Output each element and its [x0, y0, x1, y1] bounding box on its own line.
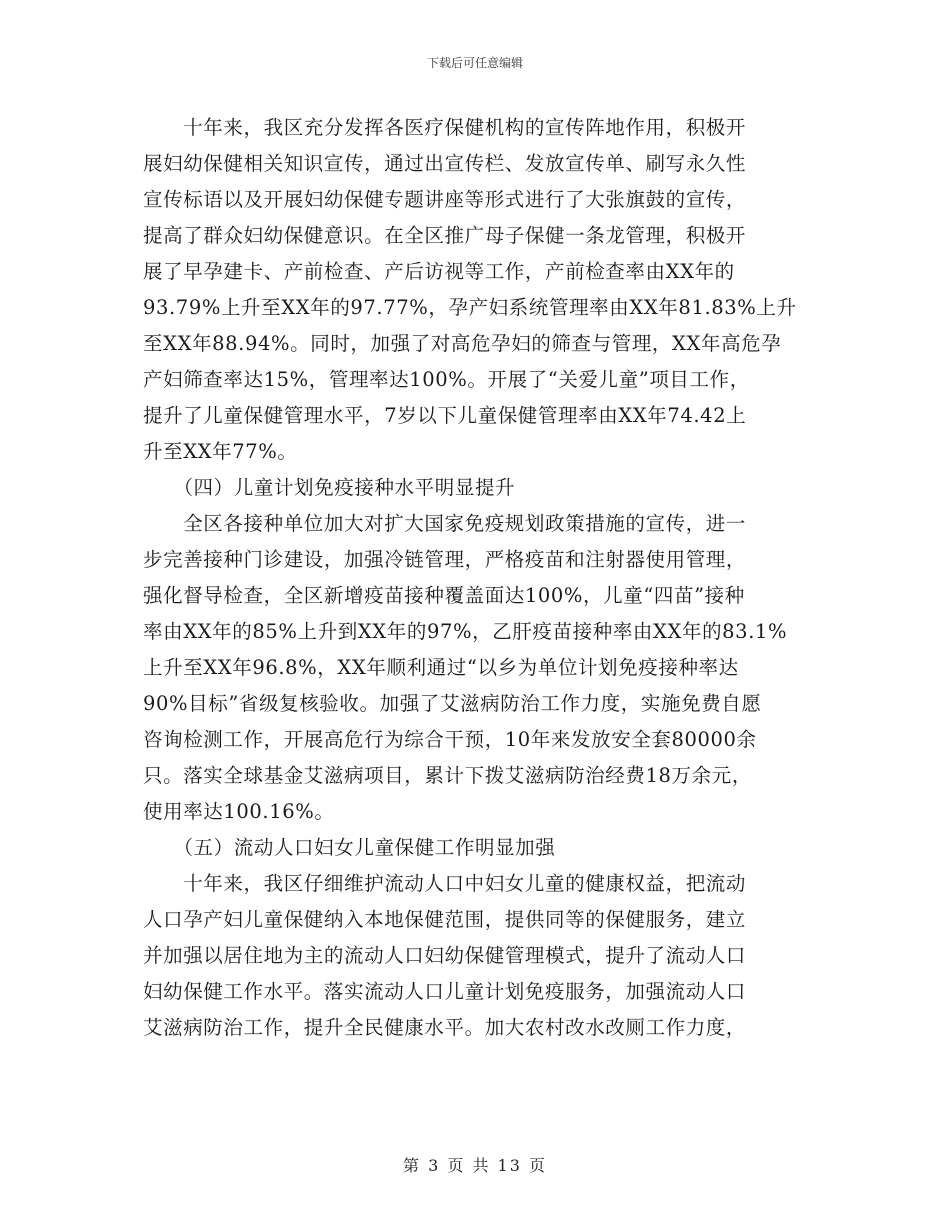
text-line: 艾滋病防治工作，提升全民健康水平。加大农村改水改厕工作力度， [143, 1016, 747, 1039]
text-line: 93.79%上升至XX年的97.77%，孕产妇系统管理率由XX年81.83%上升 [143, 296, 797, 319]
text-line: 提高了群众妇幼保健意识。在全区推广母子保健一条龙管理，积极开 [143, 224, 747, 247]
text-line: 展了早孕建卡、产前检查、产后访视等工作，产前检查率由XX年的 [143, 260, 735, 283]
text-line: 至XX年88.94%。同时，加强了对高危孕妇的筛查与管理，XX年高危孕 [143, 332, 782, 355]
text-line: 升至XX年77%。 [143, 440, 298, 463]
text-line: 使用率达100.16%。 [143, 800, 335, 823]
text-line: 提升了儿童保健管理水平，7岁以下儿童保健管理率由XX年74.42上 [143, 404, 747, 427]
text-line: 步完善接种门诊建设，加强冷链管理，严格疫苗和注射器使用管理， [143, 548, 747, 571]
text-line: 并加强以居住地为主的流动人口妇幼保健管理模式，提升了流动人口 [143, 944, 747, 967]
section-heading: （五）流动人口妇女儿童保健工作明显加强 [143, 836, 556, 859]
text-line: 产妇筛查率达15%，管理率达100%。开展了“关爱儿童”项目工作， [143, 368, 750, 391]
text-line: 十年来，我区仔细维护流动人口中妇女儿童的健康权益，把流动 [143, 872, 747, 895]
text-line: 咨询检测工作，开展高危行为综合干预，10年来发放安全套80000余 [143, 728, 757, 751]
text-line: 全区各接种单位加大对扩大国家免疫规划政策措施的宣传，进一 [143, 512, 747, 535]
text-line: 展妇幼保健相关知识宣传，通过出宣传栏、发放宣传单、刷写永久性 [143, 152, 747, 175]
text-line: 只。落实全球基金艾滋病项目，累计下拨艾滋病防治经费18万余元， [143, 764, 752, 787]
text-line: 90%目标”省级复核验收。加强了艾滋病防治工作力度，实施免费自愿 [143, 692, 762, 715]
text-line: 率由XX年的85%上升到XX年的97%，乙肝疫苗接种率由XX年的83.1% [143, 620, 788, 643]
text-line: 宣传标语以及开展妇幼保健专题讲座等形式进行了大张旗鼓的宣传， [143, 188, 747, 211]
text-line: 十年来，我区充分发挥各医疗保健机构的宣传阵地作用，积极开 [143, 116, 747, 139]
page-number: 第 3 页 共 13 页 [403, 1156, 547, 1175]
text-line: 上升至XX年96.8%，XX年顺利通过“以乡为单位计划免疫接种率达 [143, 656, 739, 679]
section-heading: （四）儿童计划免疫接种水平明显提升 [143, 476, 516, 499]
text-line: 妇幼保健工作水平。落实流动人口儿童计划免疫服务，加强流动人口 [143, 980, 747, 1003]
text-line: 强化督导检查，全区新增疫苗接种覆盖面达100%，儿童“四苗”接种 [143, 584, 745, 607]
text-line: 人口孕产妇儿童保健纳入本地保健范围，提供同等的保健服务，建立 [143, 908, 747, 931]
page-header-note: 下载后可任意编辑 [426, 56, 523, 70]
document-body [143, 110, 808, 1046]
